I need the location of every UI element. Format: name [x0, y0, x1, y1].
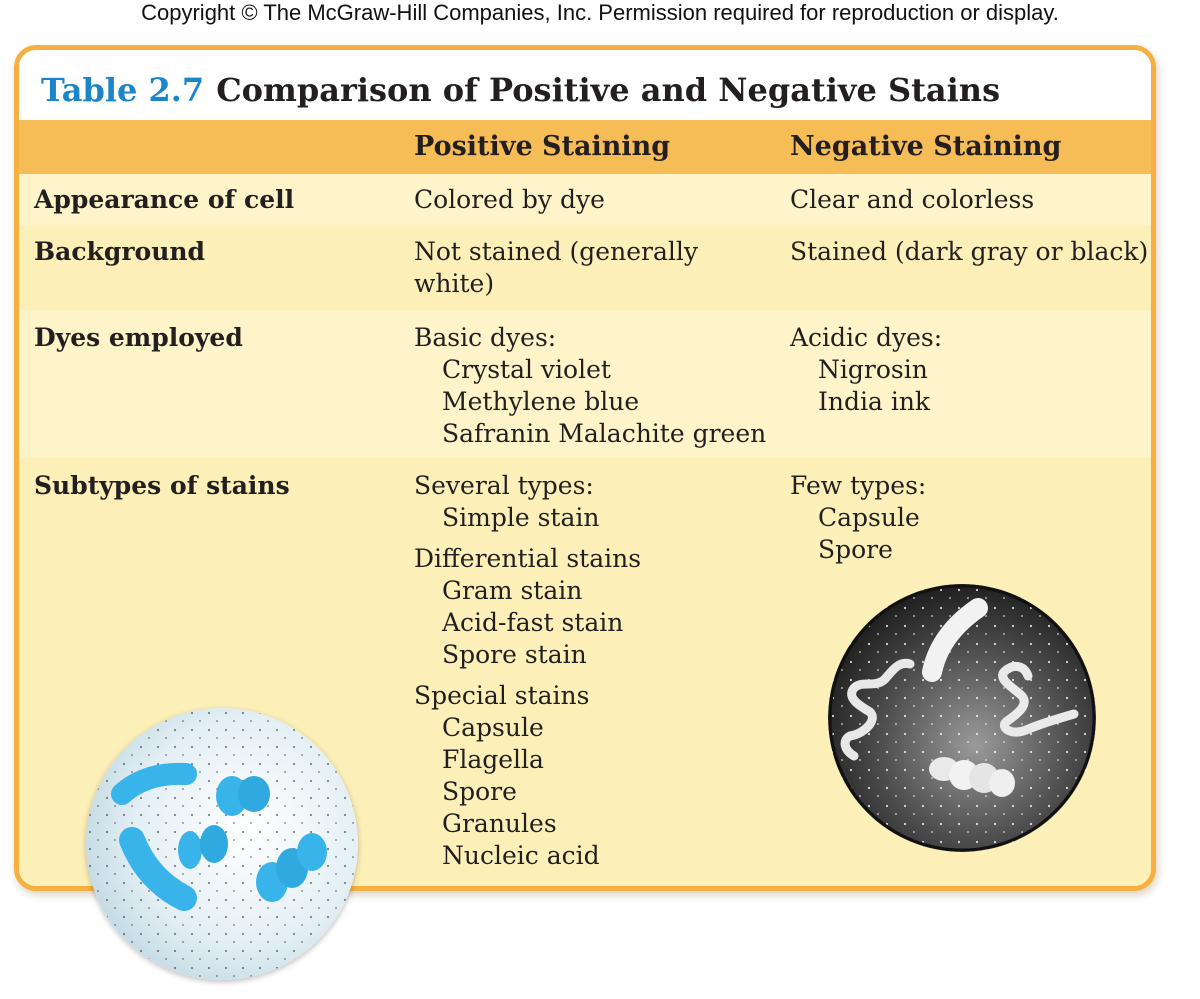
table-row-background: [19, 226, 1151, 310]
dyes-negative: [790, 322, 942, 418]
coccus-cell-shape: [297, 833, 327, 871]
list-item: Gram stain: [442, 576, 583, 605]
coccus-cell-shape: [200, 825, 228, 863]
list-item: Capsule: [818, 503, 920, 532]
subtypes-positive: [414, 470, 641, 872]
dyes-positive-heading: Basic dyes:: [414, 323, 557, 352]
column-header-negative: Negative Staining: [790, 131, 1062, 162]
list-item: Spore stain: [442, 640, 587, 669]
list-item: Safranin Malachite green: [442, 419, 767, 448]
table-row-appearance: [19, 174, 1151, 226]
list-item: Capsule: [442, 713, 544, 742]
positive-stain-illustration: [86, 708, 358, 980]
row-label-dyes: Dyes employed: [34, 323, 243, 352]
subtypes-negative: [790, 470, 926, 566]
list-item: Methylene blue: [442, 387, 640, 416]
table-number: Table 2.7: [41, 71, 205, 109]
row-label-background: Background: [34, 237, 206, 266]
subtypes-negative-heading: Few types:: [790, 471, 927, 500]
table-row-dyes: [19, 310, 1151, 458]
table-title-text: Comparison of Positive and Negative Stains: [216, 71, 1001, 109]
background-positive: [414, 236, 698, 300]
list-item: Acid-fast stain: [442, 608, 624, 637]
column-header-positive: Positive Staining: [414, 131, 671, 162]
background-negative: Stained (dark gray or black): [790, 237, 1149, 266]
list-item: Flagella: [442, 745, 544, 774]
row-label-subtypes: Subtypes of stains: [34, 471, 290, 500]
negative-stain-illustration: [828, 584, 1096, 852]
list-item: Crystal violet: [442, 355, 611, 384]
column-header-row: [19, 120, 1151, 174]
background-positive-line1: Not stained (generally: [414, 237, 698, 266]
dyes-positive: [414, 322, 766, 450]
subtypes-group-heading: Differential stains: [414, 544, 642, 573]
background-positive-line2: white): [414, 269, 495, 298]
subtypes-group-heading: Several types:: [414, 471, 594, 500]
table-title: [19, 50, 1151, 120]
list-item: Spore: [442, 777, 517, 806]
list-item: Simple stain: [442, 503, 600, 532]
list-item: Nigrosin: [818, 355, 928, 384]
coccus-cell-shape: [989, 769, 1015, 797]
list-item: India ink: [818, 387, 931, 416]
list-item: Granules: [442, 809, 557, 838]
list-item: Nucleic acid: [442, 841, 600, 870]
list-item: Spore: [818, 535, 893, 564]
coccus-cell-shape: [178, 831, 202, 869]
appearance-positive: Colored by dye: [414, 185, 605, 214]
copyright-notice: Copyright © The McGraw-Hill Companies, Inc. Permission required for reproduction or display.: [141, 0, 1059, 25]
coccus-cell-shape: [238, 776, 270, 812]
dyes-negative-heading: Acidic dyes:: [790, 323, 943, 352]
subtypes-group-heading: Special stains: [414, 681, 590, 710]
appearance-negative: Clear and colorless: [790, 185, 1035, 214]
row-label-appearance: Appearance of cell: [34, 185, 295, 214]
